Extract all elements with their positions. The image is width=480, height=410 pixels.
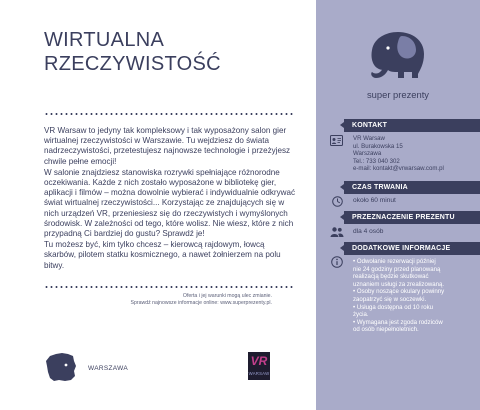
extra-info-header: DODATKOWE INFORMACJE	[344, 242, 480, 255]
contact-email: e-mail: kontakt@vrwarsaw.com.pl	[353, 165, 444, 173]
audience-value: dla 4 osób	[353, 228, 384, 235]
vr-warsaw-logo	[248, 352, 270, 380]
dotted-divider-top	[44, 113, 294, 115]
list-item: • Usługa dostępna od 10 roku	[353, 303, 434, 311]
contact-header: KONTAKT	[344, 119, 480, 132]
footnote-line-2: Sprawdź najnowsze informacje online: www.superprezenty.pl.	[130, 300, 272, 306]
city-label: WARSZAWA	[88, 365, 128, 372]
footnote-line-1: Oferta i jej warunki mogą ulec zmianie.	[182, 293, 272, 299]
list-item: • Osoby noszące okulary powinny	[353, 288, 445, 296]
audience-header: PRZEZNACZENIE PREZENTU	[344, 211, 480, 224]
vr-logo-wordmark: WARSAW	[248, 371, 270, 376]
info-icon	[331, 256, 343, 268]
contact-phone: Tel.: 733 040 302	[353, 157, 400, 165]
duration-header: CZAS TRWANIA	[344, 181, 480, 194]
page-title	[44, 28, 221, 76]
title-line-2: RZECZYWISTOŚĆ	[44, 53, 221, 75]
list-item: realizacją będzie skutkować	[353, 273, 429, 281]
people-icon	[330, 226, 344, 238]
description-text	[44, 126, 296, 272]
contact-card-icon	[330, 134, 343, 147]
list-item: życia.	[353, 311, 369, 319]
list-item: zaopatrzyć się w soczewki.	[353, 295, 427, 303]
contact-line: VR Warsaw	[353, 135, 385, 142]
contact-details	[353, 135, 444, 173]
offer-footnote	[44, 293, 272, 307]
extra-info-list	[353, 258, 471, 334]
list-item: od osób niepełnoletnich.	[353, 326, 419, 334]
brand-name: super prezenty	[366, 89, 429, 100]
elephant-logo-icon	[364, 26, 430, 82]
contact-line: ul. Burakowska 15	[353, 142, 403, 150]
list-item: uznaniem usługi za zrealizowaną.	[353, 280, 445, 288]
list-item: nie 24 godziny przed planowaną	[353, 265, 441, 273]
description-paragraph-1: VR Warsaw to jedyny tak kompleksowy i tak wyposażony salon gier wirtualnej rzeczywistości w Warszawie. Tu wejdziesz do świata nadrzeczywistości, przetestujesz najnowsze technologie i przeżyjesz chwile pełne emocji!	[44, 126, 291, 166]
contact-line: Warszawa	[353, 150, 382, 158]
vr-logo-mark: VR	[250, 354, 268, 368]
duration-value: około 60 minut	[353, 197, 396, 204]
poland-map-icon	[44, 350, 78, 384]
description-paragraph-3: Tu możesz być, kim tylko chcesz – kierowcą rajdowym, łowcą skarbów, pilotem statku kosmicznego, a nawet żołnierzem na polu bitwy.	[44, 240, 281, 270]
dotted-divider-bottom	[44, 286, 294, 288]
list-item: • Odwołanie rezerwacji później	[353, 258, 436, 265]
list-item: • Wymagana jest zgoda rodziców	[353, 318, 443, 326]
clock-icon	[332, 196, 343, 207]
description-paragraph-2: W salonie znajdziesz stanowiska rozrywki spełniające różnorodne oczekiwania. Każde z nich zostało wyposażone w bibliotekę gier, aplikacji i filmów – można dowolnie wybierać i indywidualnie odkrywać świat wirtualnej rzeczywistości... Korzystając ze znajdujących się w nich urządzeń VR, przeniesiesz się do rzeczywistych i wymyślonych środowisk. W zależności od tego, które wolisz. Nie wiesz, które z nich przypadną Ci bardziej do gustu? Sprawdź je!	[44, 167, 296, 239]
title-line-1: WIRTUALNA	[44, 29, 165, 51]
